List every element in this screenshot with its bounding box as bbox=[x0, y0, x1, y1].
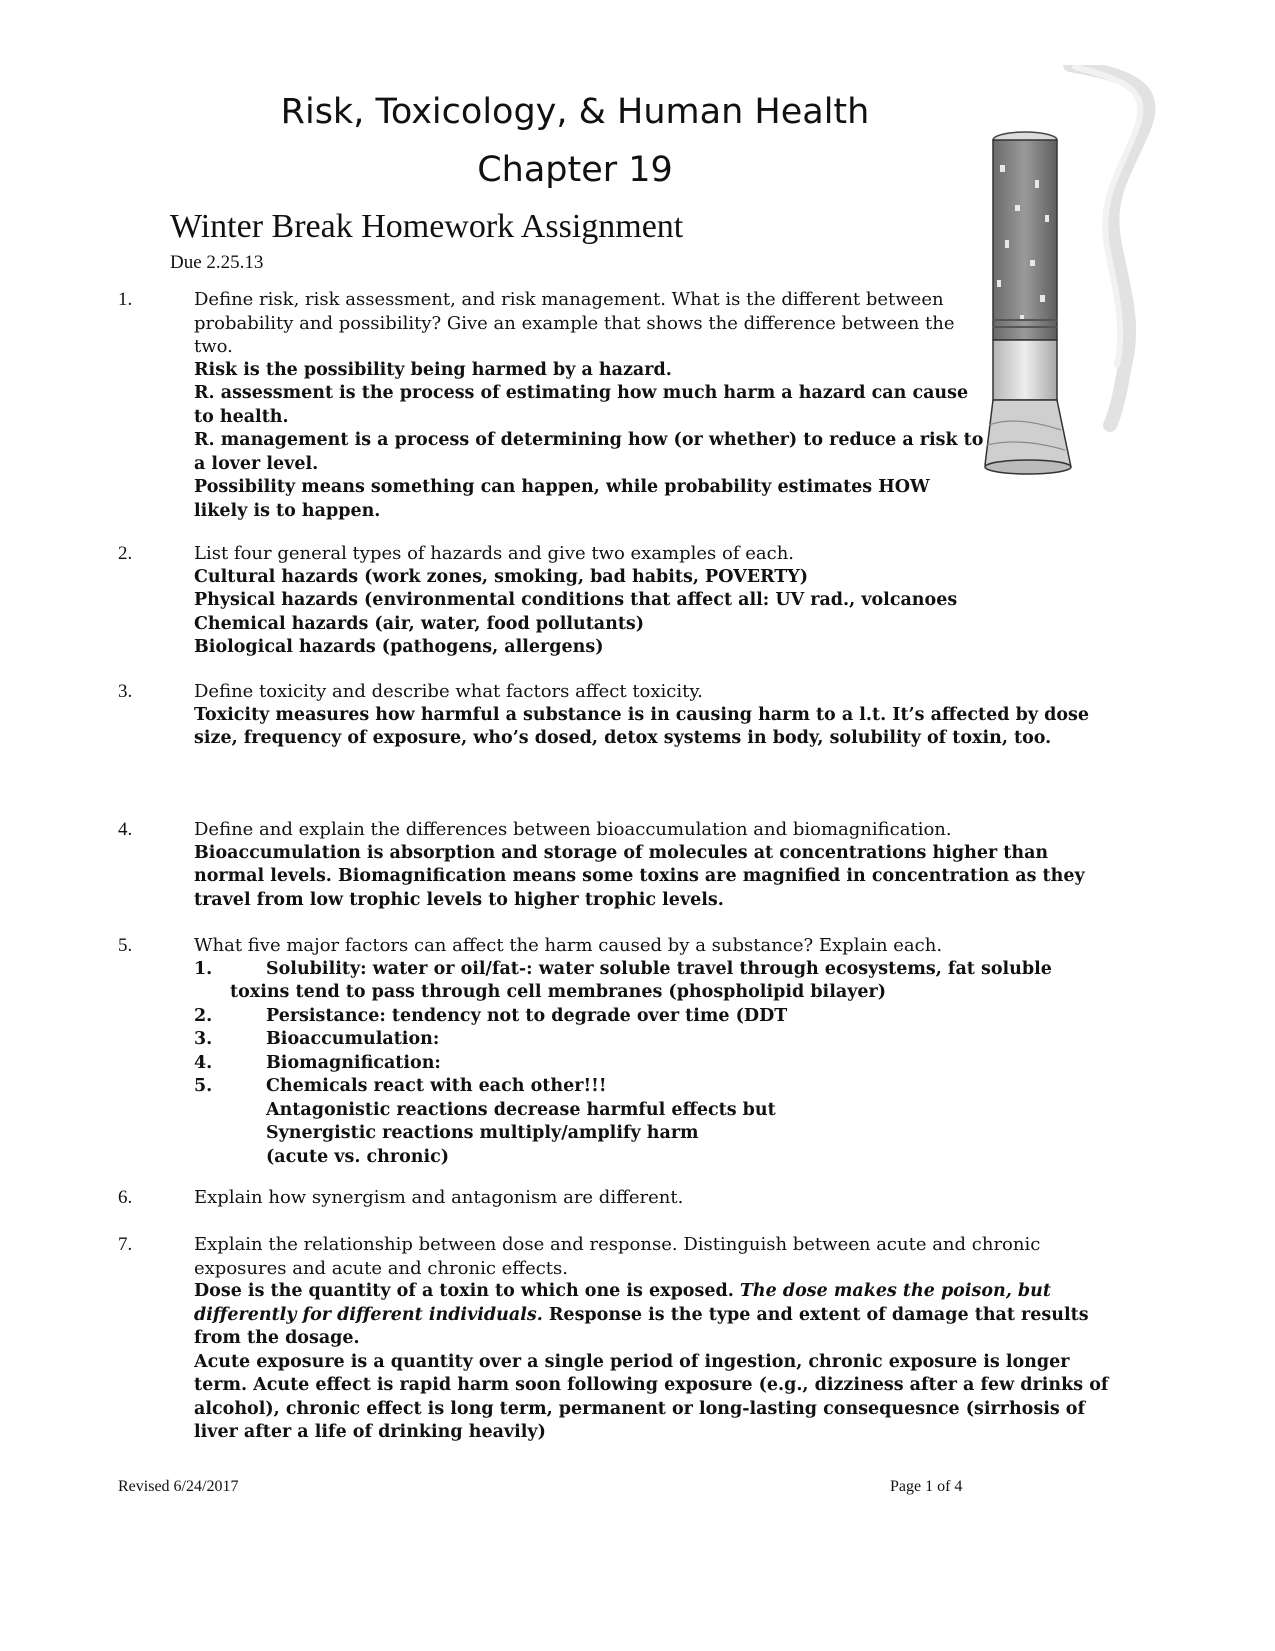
question-number: 1. bbox=[118, 289, 133, 310]
factor-item bbox=[194, 1005, 1158, 1029]
factor-text: Chemicals react with each other!!! bbox=[266, 1076, 607, 1096]
answer-line: Acute exposure is a quantity over a single period of ingestion, chronic exposure is longer term. Acute effect is rapid harm soon following exposure (e.g., dizziness after a few drinks of alcohol), chronic effect is long term, permanent or long-lasting consequesnce (sirrhosis of liver after a life of drinking heavily) bbox=[194, 1351, 1109, 1442]
page-number: Page 1 of 4 bbox=[890, 1478, 963, 1495]
answer-line: Biological hazards (pathogens, allergens) bbox=[194, 637, 604, 657]
factor-detail: Synergistic reactions multiply/amplify harm bbox=[266, 1123, 699, 1143]
factor-number: 1. bbox=[194, 958, 213, 979]
question-4 bbox=[118, 818, 1158, 912]
factor-detail: (acute vs. chronic) bbox=[266, 1146, 450, 1167]
answer-line: Bioaccumulation is absorption and storage of molecules at concentrations higher than normal levels. Biomagnification means some toxins are magnified in concentration as they travel from low trophic levels to higher trophic levels. bbox=[194, 842, 1085, 910]
assignment-subtitle: Winter Break Homework Assignment bbox=[170, 208, 684, 245]
question-3 bbox=[118, 680, 1158, 751]
question-number: 7. bbox=[118, 1234, 133, 1255]
factor-text: Solubility: water or oil/fat-: water soluble travel through ecosystems, fat soluble bbox=[266, 958, 1052, 979]
question-6 bbox=[118, 1186, 1158, 1210]
answer-line: Cultural hazards (work zones, smoking, bad habits, POVERTY) bbox=[194, 566, 809, 587]
question-prompt: Define and explain the differences between bioaccumulation and biomagnification. bbox=[194, 819, 952, 840]
answer-line: R. management is a process of determining how (or whether) to reduce a risk to a lover level. bbox=[194, 430, 984, 474]
question-prompt: Explain how synergism and antagonism are different. bbox=[194, 1187, 684, 1208]
factor-number: 3. bbox=[194, 1029, 213, 1049]
factor-number: 2. bbox=[194, 1005, 213, 1026]
factor-number: 5. bbox=[194, 1076, 213, 1096]
page-title: Risk, Toxicology, & Human Health bbox=[280, 92, 870, 132]
question-prompt: List four general types of hazards and give two examples of each. bbox=[194, 543, 795, 564]
factor-number: 4. bbox=[194, 1052, 213, 1073]
answer-emphasis: The dose makes the poison, but differently for different individuals. bbox=[194, 1281, 1051, 1325]
question-prompt: Define risk, risk assessment, and risk management. What is the different between probability and possibility? Give an example that shows the difference between the two. bbox=[194, 289, 955, 357]
question-number: 2. bbox=[118, 543, 133, 564]
question-number: 4. bbox=[118, 819, 133, 840]
factor-text-continued: toxins tend to pass through cell membranes (phospholipid bilayer) bbox=[230, 982, 886, 1002]
factor-item bbox=[194, 1075, 1158, 1169]
answer-line: Physical hazards (environmental conditions that affect all: UV rad., volcanoes bbox=[194, 590, 958, 610]
factor-detail: Antagonistic reactions decrease harmful effects but bbox=[266, 1099, 776, 1120]
factor-item bbox=[194, 1028, 1158, 1052]
factor-text: Persistance: tendency not to degrade over time (DDT bbox=[266, 1005, 788, 1026]
factor-text: Biomagnification: bbox=[266, 1052, 441, 1073]
question-7 bbox=[118, 1233, 1158, 1445]
answer-line: Risk is the possibility being harmed by a hazard. bbox=[194, 359, 672, 380]
question-number: 3. bbox=[118, 681, 133, 702]
question-5 bbox=[118, 934, 1158, 1169]
question-number: 5. bbox=[118, 935, 133, 956]
answer-line bbox=[194, 1280, 1109, 1351]
question-1 bbox=[118, 288, 1158, 523]
factor-item bbox=[194, 1052, 1158, 1076]
chapter-title: Chapter 19 bbox=[477, 150, 673, 190]
factor-text: Bioaccumulation: bbox=[266, 1029, 440, 1049]
revision-date: Revised 6/24/2017 bbox=[118, 1478, 239, 1495]
question-number: 6. bbox=[118, 1187, 133, 1208]
answer-line: Possibility means something can happen, while probability estimates HOW likely is to happen. bbox=[194, 477, 930, 521]
answer-line: Toxicity measures how harmful a substance is in causing harm to a l.t. It’s affected by dose size, frequency of exposure, who’s dosed, detox systems in body, solubility of toxin, too. bbox=[194, 704, 1089, 748]
question-2 bbox=[118, 542, 1158, 660]
due-date: Due 2.25.13 bbox=[170, 252, 264, 273]
question-prompt: Define toxicity and describe what factors affect toxicity. bbox=[194, 681, 703, 702]
answer-line: R. assessment is the process of estimating how much harm a hazard can cause to health. bbox=[194, 383, 969, 427]
question-prompt: Explain the relationship between dose and response. Distinguish between acute and chronic exposures and acute and chronic effects. bbox=[194, 1234, 1041, 1279]
factor-item bbox=[194, 958, 1158, 1005]
question-prompt: What five major factors can affect the harm caused by a substance? Explain each. bbox=[194, 935, 943, 956]
answer-text: Response is the type and extent of damage that results from the dosage. bbox=[194, 1304, 1089, 1348]
answer-line: Chemical hazards (air, water, food pollutants) bbox=[194, 613, 645, 634]
answer-text: Dose is the quantity of a toxin to which one is exposed. bbox=[194, 1281, 740, 1301]
